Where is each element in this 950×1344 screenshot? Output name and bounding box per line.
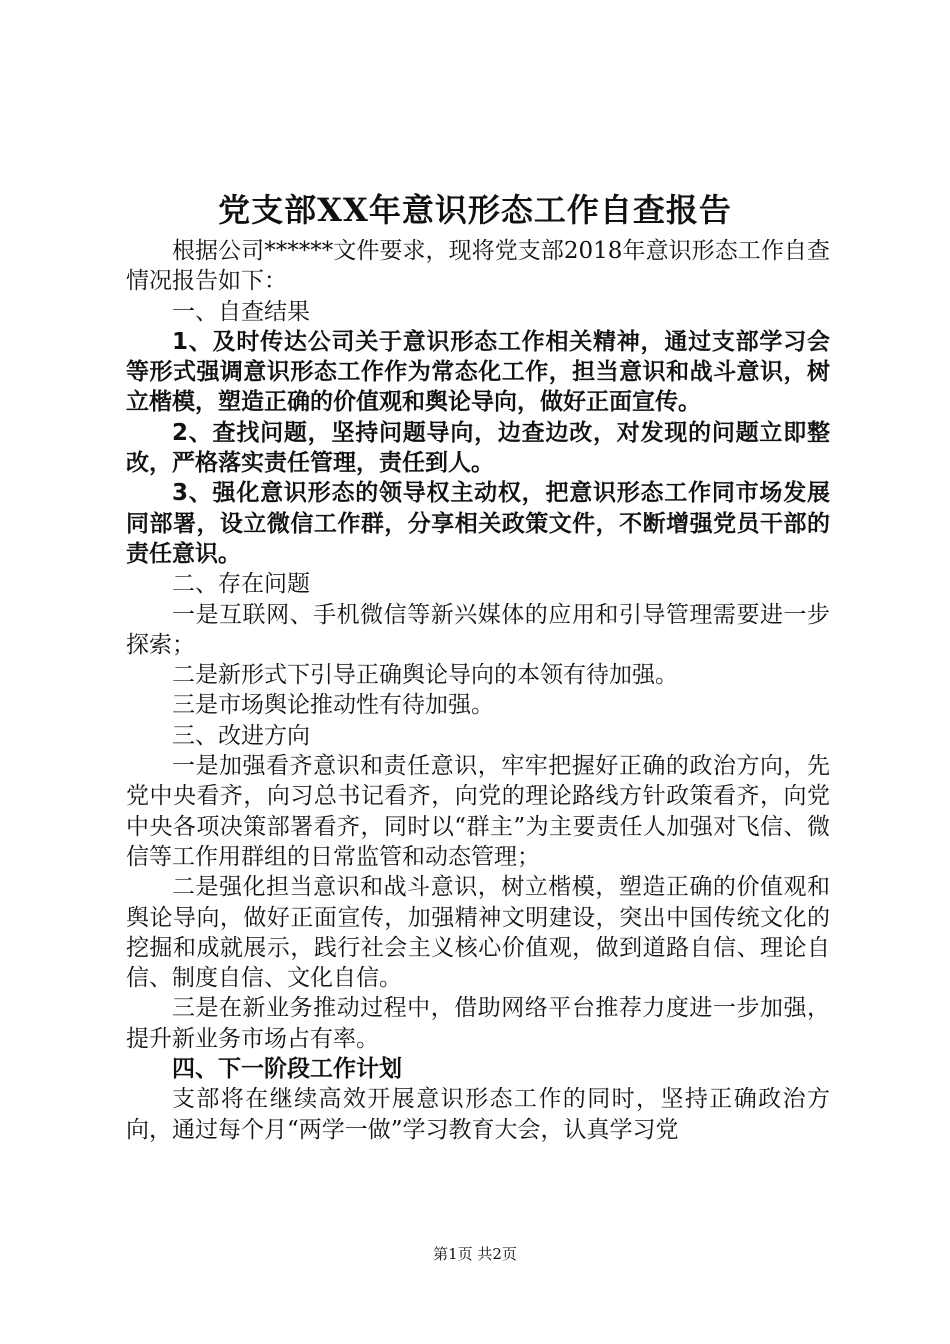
paragraph-problem-2: 二是新形式下引导正确舆论导向的本领有待加强。 [172,662,678,689]
paragraph-result-1: 1、及时传达公司关于意识形态工作相关精神，通过支部学习会等形式强调意识形态工作作为常态化工作，担当意识和战斗意识，树立楷模，塑造正确的价值观和舆论导向，做好正面宣传。 [126,328,830,416]
paragraph-problem-1: 一是互联网、手机微信等新兴媒体的应用和引导管理需要进一步探索； [126,601,830,658]
paragraph-result-2: 2、查找问题，坚持问题导向，边查边改，对发现的问题立即整改，严格落实责任管理，责任到人。 [126,419,830,477]
intro-paragraph: 根据公司******文件要求，现将党支部2018年意识形态工作自查情况报告如下： [126,238,830,295]
paragraph-improvement-1: 一是加强看齐意识和责任意识，牢牢把握好正确的政治方向，先党中央看齐，向习总书记看齐，向党的理论路线方针政策看齐，向党中央各项决策部署看齐，同时以“群主”为主要责任人加强对飞信、微信等工作用群组的日常监管和动态管理； [126,753,830,870]
page-footer: 第1页 共2页 [433,1245,517,1263]
paragraph-improvement-3: 三是在新业务推动过程中，借助网络平台推荐力度进一步加强，提升新业务市场占有率。 [126,995,830,1052]
section-heading-next-plan: 四、下一阶段工作计划 [172,1056,402,1083]
document-body [126,236,830,1145]
document-title: 党支部XX年意识形态工作自查报告 [218,191,732,229]
section-heading-improvement: 三、改进方向 [172,722,310,749]
paragraph-improvement-2: 二是强化担当意识和战斗意识，树立楷模，塑造正确的价值观和舆论导向，做好正面宣传，加强精神文明建设，突出中国传统文化的挖掘和成就展示，践行社会主义核心价值观，做到道路自信、理论自信、制度自信、文化自信。 [126,874,830,992]
paragraph-problem-3: 三是市场舆论推动性有待加强。 [172,692,494,719]
paragraph-result-3: 3、强化意识形态的领导权主动权，把意识形态工作同市场发展同部署，设立微信工作群，分享相关政策文件，不断增强党员干部的责任意识。 [126,480,830,567]
section-heading-self-check: 一、自查结果 [172,298,310,325]
paragraph-next-plan: 支部将在继续高效开展意识形态工作的同时，坚持正确政治方向，通过每个月“两学一做”学习教育大会，认真学习党 [126,1086,830,1143]
section-heading-problems: 二、存在问题 [172,571,310,598]
